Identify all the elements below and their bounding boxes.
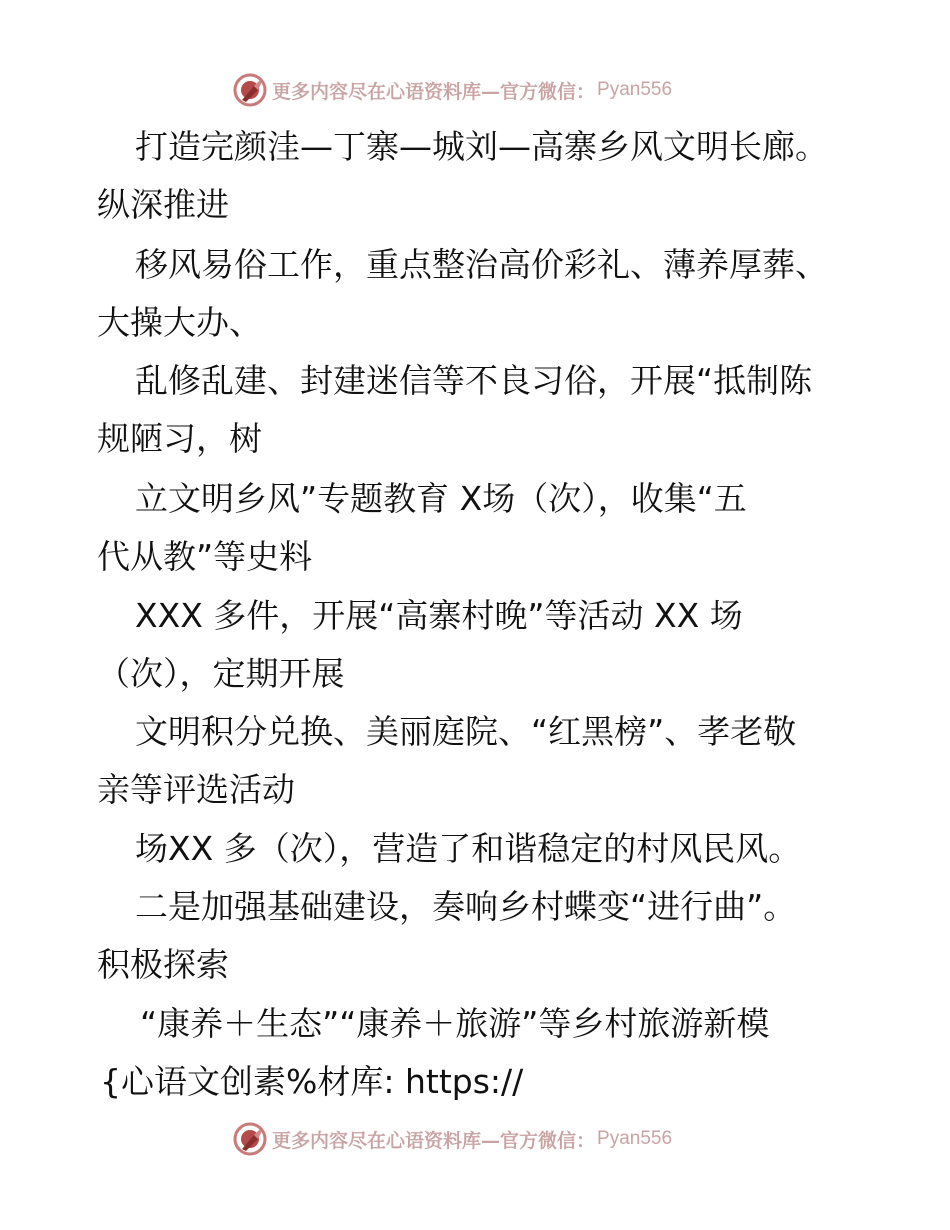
text-line: {心语文创素%材库: https://: [100, 1062, 524, 1101]
text-line: 积极探索: [97, 945, 229, 984]
text-line: 文明积分兑换、美丽庭院、“红黑榜”、孝老敬: [135, 712, 797, 751]
text-line: 亲等评选活动: [97, 770, 295, 809]
watermark-account: Pyan556: [597, 1128, 673, 1149]
text-line: （次），定期开展: [97, 654, 345, 693]
text-line: 场XX 多（次），营造了和谐稳定的村风民风。: [135, 829, 802, 868]
watermark-text: 更多内容尽在心语资料库—官方微信：: [272, 1129, 596, 1152]
watermark-footer: [232, 1119, 672, 1159]
pen-nib-logo-icon: [232, 1121, 268, 1157]
text-line: 乱修乱建、封建迷信等不良习俗，开展“抵制陈: [135, 361, 813, 400]
text-line: 纵深推进: [97, 185, 229, 224]
text-line: 立文明乡风”专题教育 X场（次），收集“五: [135, 479, 747, 518]
watermark-text: 更多内容尽在心语资料库—官方微信：: [272, 80, 596, 103]
text-line: 移风易俗工作，重点整治高价彩礼、薄养厚葬、: [135, 245, 828, 284]
text-line: XXX 多件，开展“高寨村晚”等活动 XX 场: [135, 596, 743, 635]
text-line: 大操大办、: [97, 303, 262, 342]
text-line: 代从教”等史料: [97, 537, 313, 576]
text-line: 规陋习，树: [97, 419, 262, 458]
text-line: 二是加强基础建设，奏响乡村蝶变“进行曲”。: [135, 887, 797, 926]
text-line: 打造完颜洼—丁寨—城刘—高寨乡风文明长廊。: [135, 127, 828, 166]
text-line: “康养＋生态”“康养＋旅游”等乡村旅游新模: [140, 1004, 770, 1043]
watermark-account: Pyan556: [597, 79, 673, 100]
